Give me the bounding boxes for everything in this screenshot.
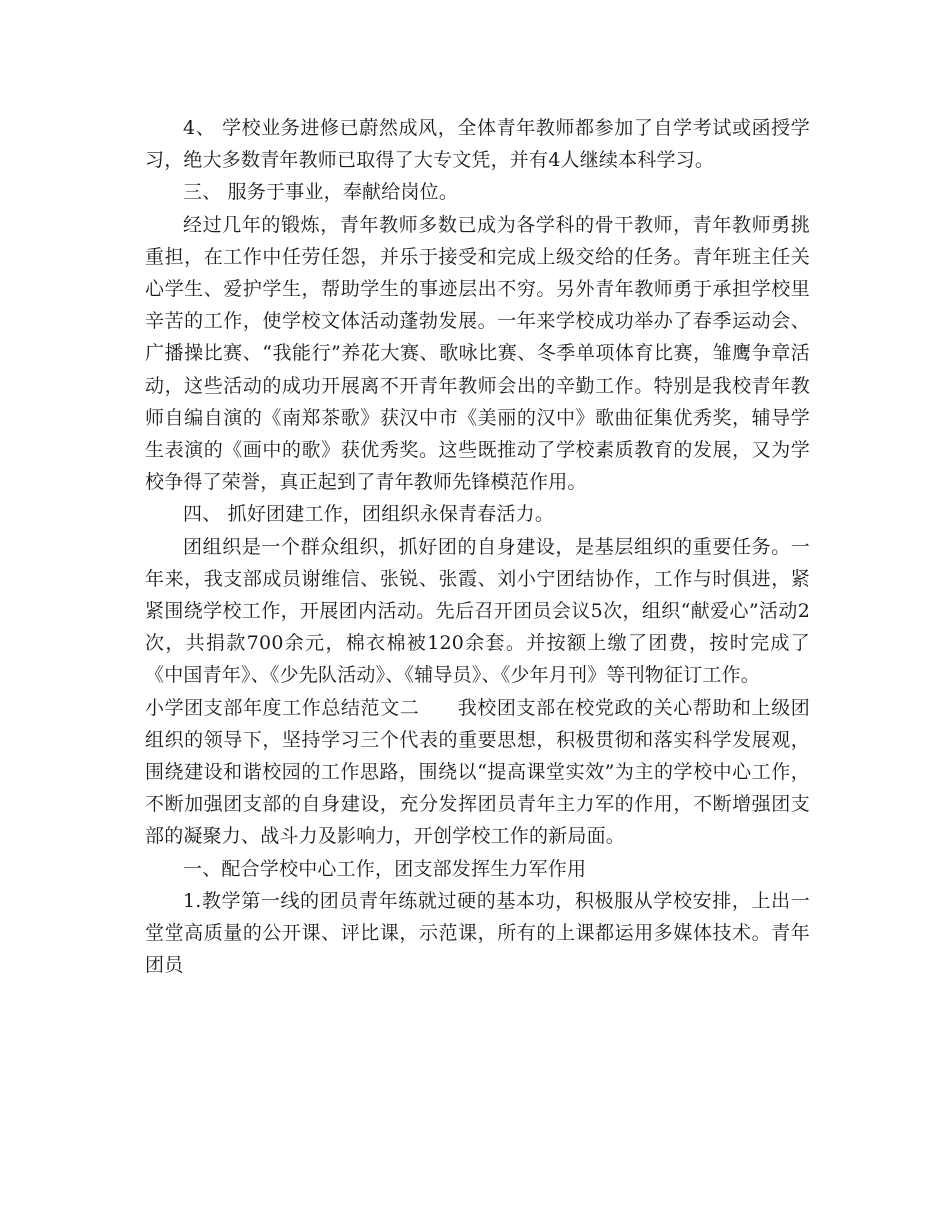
section-heading-3: 三、 服务于事业，奉献给岗位。 [183, 181, 459, 204]
paragraph-section-4-body: 团组织是一个群众组织，抓好团的自身建设，是基层组织的重要任务。一年来，我支部成员谢维信、张锐、张霞、刘小宁团结协作，工作与时俱进，紧紧围绕学校工作，开展团内活动。先后召开团员会议5次，组织“献爱心”活动2次，共捐款700余元，棉衣棉被120余套。并按额上缴了团费，按时完成了《中国青年》、《少先队活动》、《辅导员》、《少年月刊》等刊物征订工作。 [145, 535, 810, 687]
sample-two-body: 我校团支部在校党政的关心帮助和上级团组织的领导下，坚持学习三个代表的重要思想，积极贯彻和落实科学发展观，围绕建设和谐校园的工作思路，围绕以“提高课堂实效”为主的学校中心工作，不断加强团支部的自身建设，充分发挥团员青年主力军的作用，不断增强团支部的凝聚力、战斗力及影响力，开创学校工作的新局面。 [145, 696, 810, 848]
document-body [145, 112, 810, 981]
paragraph-section-3-body: 经过几年的锻炼，青年教师多数已成为各学科的骨干教师，青年教师勇挑重担，在工作中任劳任怨，并乐于接受和完成上级交给的任务。青年班主任关心学生、爱护学生，帮助学生的事迹层出不穷。另外青年教师勇于承担学校里辛苦的工作，使学校文体活动蓬勃发展。一年来学校成功举办了春季运动会、广播操比赛、“我能行”养花大赛、歌咏比赛、冬季单项体育比赛，雏鹰争章活动，这些活动的成功开展离不开青年教师会出的辛勤工作。特别是我校青年教师自编自演的《南郑茶歌》获汉中市《美丽的汉中》歌曲征集优秀奖，辅导学生表演的《画中的歌》获优秀奖。这些既推动了学校素质教育的发展，又为学校争得了荣誉，真正起到了青年教师先锋模范作用。 [145, 213, 810, 494]
paragraph-sample-two [145, 692, 810, 853]
section-heading-4: 四、 抓好团建工作，团组织永保青春活力。 [183, 503, 555, 526]
sample-two-title: 小学团支部年度工作总结范文二 [145, 696, 420, 719]
paragraph-item-1: 1.教学第一线的团员青年练就过硬的基本功，积极服从学校安排，上出一堂堂高质量的公开课、评比课，示范课，所有的上课都运用多媒体技术。青年团员 [145, 889, 810, 977]
paragraph-item-4: 4、 学校业务进修已蔚然成风，全体青年教师都参加了自学考试或函授学习，绝大多数青年教师已取得了大专文凭，并有4人继续本科学习。 [145, 117, 810, 172]
subsection-heading-1: 一、配合学校中心工作，团支部发挥生力军作用 [183, 857, 587, 880]
